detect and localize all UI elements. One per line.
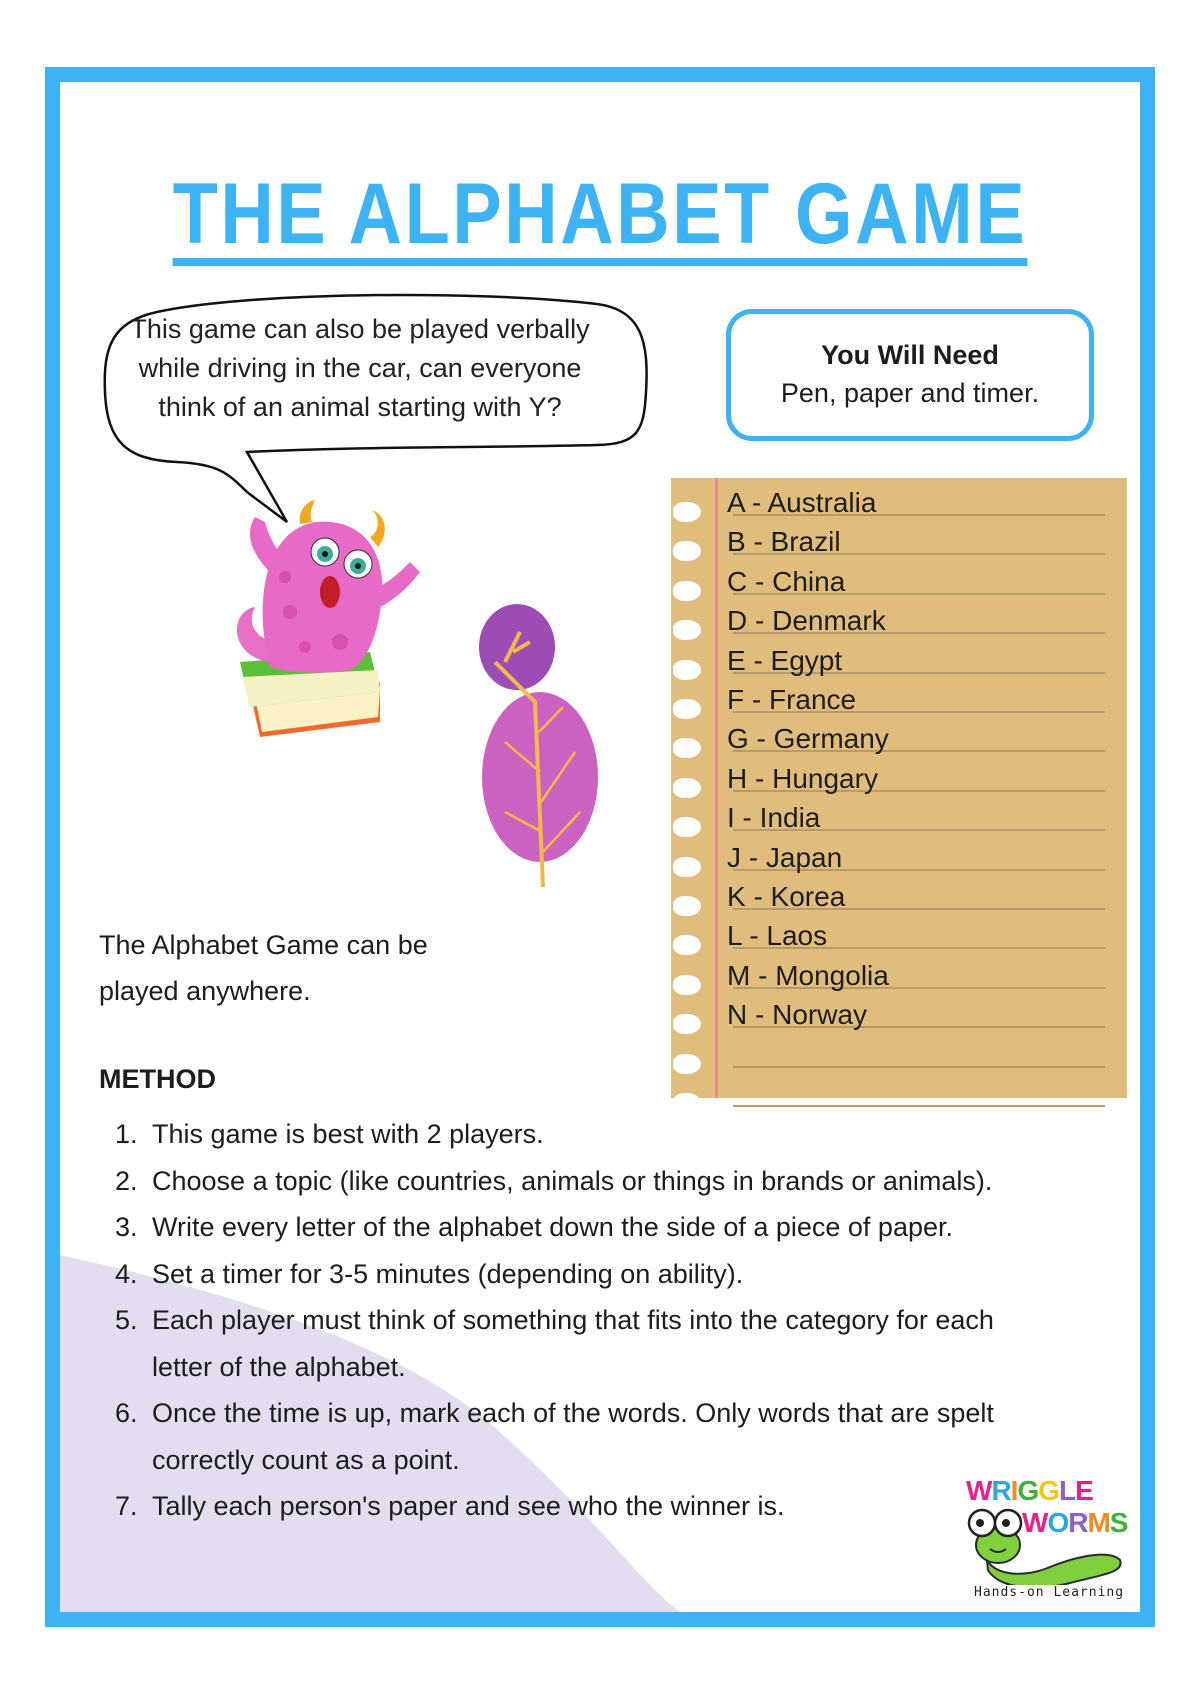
- notepad-hole: [673, 896, 701, 916]
- notepad-entry: M - Mongolia: [727, 959, 889, 991]
- title-container: [60, 166, 1140, 266]
- intro-line: The Alphabet Game can be: [99, 930, 428, 960]
- method-step: [115, 1297, 1015, 1390]
- notepad: [671, 478, 1127, 1098]
- intro-text: [99, 922, 499, 1014]
- notepad-hole: [673, 738, 701, 758]
- method-step: [115, 1251, 1015, 1298]
- step-text: Set a timer for 3-5 minutes (depending on ability).: [152, 1258, 744, 1289]
- method-step: [115, 1204, 1015, 1251]
- step-number: 1.: [115, 1119, 138, 1149]
- notepad-hole: [673, 1093, 701, 1113]
- notepad-hole: [673, 975, 701, 995]
- notepad-hole: [673, 857, 701, 877]
- method-step: [115, 1111, 1015, 1158]
- notepad-entry: C - China: [727, 565, 846, 597]
- logo-tagline: Hands-on Learning: [974, 1585, 1125, 1600]
- method-step: [115, 1158, 1015, 1205]
- notepad-hole: [673, 778, 701, 798]
- notepad-entry: B - Brazil: [727, 526, 841, 558]
- tree-illustration: [475, 602, 615, 892]
- notepad-entry: D - Denmark: [727, 605, 886, 637]
- notepad-hole: [673, 817, 701, 837]
- wriggle-worms-logo: [960, 1475, 1130, 1610]
- step-text: Write every letter of the alphabet down the side of a piece of paper.: [152, 1212, 953, 1242]
- page-title: THE ALPHABET GAME: [173, 174, 1028, 266]
- notepad-entry: N - Norway: [727, 999, 868, 1031]
- notepad-entry: I - India: [727, 802, 821, 834]
- notepad-hole: [673, 660, 701, 680]
- you-will-need-heading: You Will Need: [821, 340, 999, 370]
- notepad-hole: [673, 620, 701, 640]
- step-text: Tally each person's paper and see who the winner is.: [152, 1491, 785, 1521]
- notepad-entry: H - Hungary: [727, 762, 878, 794]
- step-text: Once the time is up, mark each of the words. Only words that are spelt correctly count as a point.: [152, 1398, 994, 1475]
- logo-word-wriggle: WRIGGLE: [966, 1475, 1093, 1506]
- notepad-hole: [673, 502, 701, 522]
- notepad-entry: J - Japan: [727, 841, 843, 873]
- method-steps: [115, 1111, 1015, 1530]
- notepad-entry: A - Australia: [727, 487, 877, 518]
- notepad-entry: K - Korea: [727, 881, 846, 912]
- step-number: 5.: [115, 1305, 138, 1335]
- notepad-rule: [733, 1105, 1105, 1107]
- step-text: This game is best with 2 players.: [152, 1119, 544, 1149]
- step-text: Choose a topic (like countries, animals or things in brands or animals).: [152, 1165, 993, 1196]
- step-number: 2.: [115, 1165, 138, 1196]
- notepad-hole: [673, 581, 701, 601]
- you-will-need-items: Pen, paper and timer.: [780, 378, 1040, 408]
- step-text: Each player must think of something that fits into the category for each letter of the alphabet.: [152, 1305, 994, 1382]
- notepad-rule: [733, 1066, 1105, 1068]
- page-frame: [45, 67, 1155, 1627]
- method-step: [115, 1390, 1002, 1483]
- method-heading: METHOD: [99, 1064, 216, 1094]
- notepad-hole: [673, 541, 701, 561]
- logo-word-worms: WORMS: [1022, 1507, 1128, 1538]
- you-will-need-box: [726, 309, 1094, 441]
- step-number: 7.: [115, 1491, 138, 1521]
- bubble-line: think of an animal starting with Y?: [158, 392, 562, 422]
- notepad-hole: [673, 1054, 701, 1074]
- monster-illustration: [230, 492, 450, 792]
- intro-line: played anywhere.: [99, 976, 311, 1006]
- bubble-line: while driving in the car, can everyone: [138, 353, 582, 383]
- notepad-margin-line: [715, 478, 718, 1098]
- notepad-hole: [673, 699, 701, 719]
- notepad-entry: G - Germany: [727, 723, 889, 755]
- speech-bubble-text: [120, 310, 600, 427]
- method-step: [115, 1483, 1015, 1530]
- notepad-hole: [673, 1014, 701, 1034]
- step-number: 4.: [115, 1258, 138, 1289]
- step-number: 6.: [115, 1398, 138, 1428]
- step-number: 3.: [115, 1212, 138, 1242]
- notepad-entry: F - France: [727, 684, 857, 715]
- notepad-entry: E - Egypt: [727, 644, 843, 676]
- bubble-line: This game can also be played verbally: [130, 314, 590, 344]
- notepad-entry: L - Laos: [727, 920, 828, 952]
- notepad-hole: [673, 935, 701, 955]
